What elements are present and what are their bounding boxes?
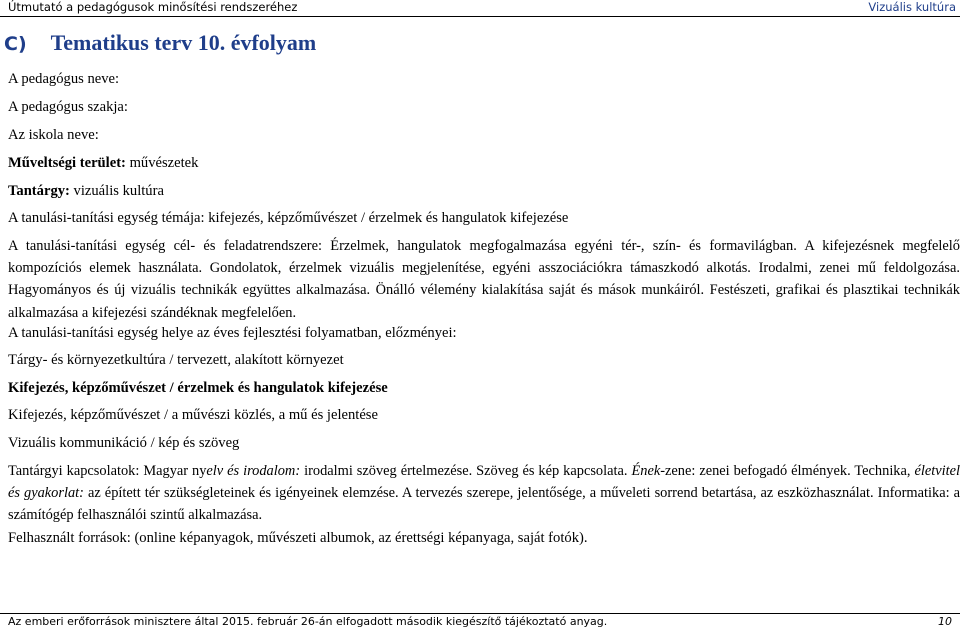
connections-text-2: elv és irodalom:	[206, 463, 301, 479]
footer-text: Az emberi erőforrások minisztere által 2015. február 26-án elfogadott második kiegészítő tájékoztató anyag.	[8, 615, 608, 628]
header-left-text: Útmutató a pedagógusok minősítési rendszeréhez	[8, 0, 298, 14]
position-item-3: Kifejezés, képzőművészet / a művészi közlés, a mű és jelentése	[8, 407, 378, 423]
header-right-text: Vizuális kultúra	[868, 0, 956, 14]
subject-value: vizuális kultúra	[69, 183, 164, 199]
connections-text-7: az épített tér szükségleteinek és igényeinek elemzése. A tervezés szerepe, jelentősége, a műveleti sorrend betartása, az eszközhasználat. Informatika: a számítógép felhasználói szintű alkalmazása.	[8, 485, 960, 524]
sources-line: Felhasznált források: (online képanyagok, művészeti albumok, az érettségi képanyaga, saját fotók).	[8, 530, 588, 546]
teacher-name-label: A pedagógus neve:	[8, 71, 120, 87]
connections-text-3: irodalmi szöveg értelmezése. Szöveg és kép kapcsolata.	[300, 463, 632, 479]
connections-text-5: -zene: zenei befogadó élmények. Technika,	[660, 463, 915, 479]
page-header	[0, 0, 960, 17]
position-item-2: Kifejezés, képzőművészet / érzelmek és hangulatok kifejezése	[8, 380, 388, 396]
teacher-subject-label: A pedagógus szakja:	[8, 99, 128, 115]
section-title-text: Tematikus terv 10. évfolyam	[50, 30, 317, 55]
connections-text-4: Ének	[631, 463, 661, 479]
area-value: művészetek	[125, 155, 199, 171]
position-item-4: Vizuális kommunikáció / kép és szöveg	[8, 435, 240, 451]
area-field	[8, 155, 198, 172]
page-footer	[0, 613, 960, 630]
section-title	[4, 30, 316, 56]
school-name-label: Az iskola neve:	[8, 127, 99, 143]
area-label: Műveltségi terület:	[8, 155, 126, 171]
position-intro: A tanulási-tanítási egység helye az éves fejlesztési folyamatban, előzményei:	[8, 325, 457, 341]
page-number: 10	[938, 615, 952, 628]
connections-paragraph	[8, 460, 960, 527]
topic-line: A tanulási-tanítási egység témája: kifejezés, képzőművészet / érzelmek és hangulatok kifejezése	[8, 210, 569, 226]
section-number: C)	[4, 33, 27, 55]
position-item-1: Tárgy- és környezetkultúra / tervezett, alakított környezet	[8, 352, 344, 368]
subject-field	[8, 183, 164, 200]
subject-label: Tantárgy:	[8, 183, 70, 199]
connections-text-1: Tantárgyi kapcsolatok: Magyar ny	[8, 463, 207, 479]
connections-text-6: életvitel és gyakorlat:	[8, 463, 960, 502]
goals-paragraph: A tanulási-tanítási egység cél- és feladatrendszere: Érzelmek, hangulatok megfogalmazása egyéni tér-, szín- és formavilágban. A kifejezésnek megfelelő kompozíciós elemek használata. Gondolatok, érzelmek vizuális megjelenítése, egyéni asszociációkra támaszkodó alkotás. Irodalmi, zenei mű feldolgozása. Hagyományos és új vizuális technikák együttes alkalmazása. Önálló vélemény kialakítása saját és mások munkáiról. Festészeti, grafikai és plasztikai technikák alkalmazása a kifejezési szándéknak megfelelően.	[8, 238, 960, 321]
